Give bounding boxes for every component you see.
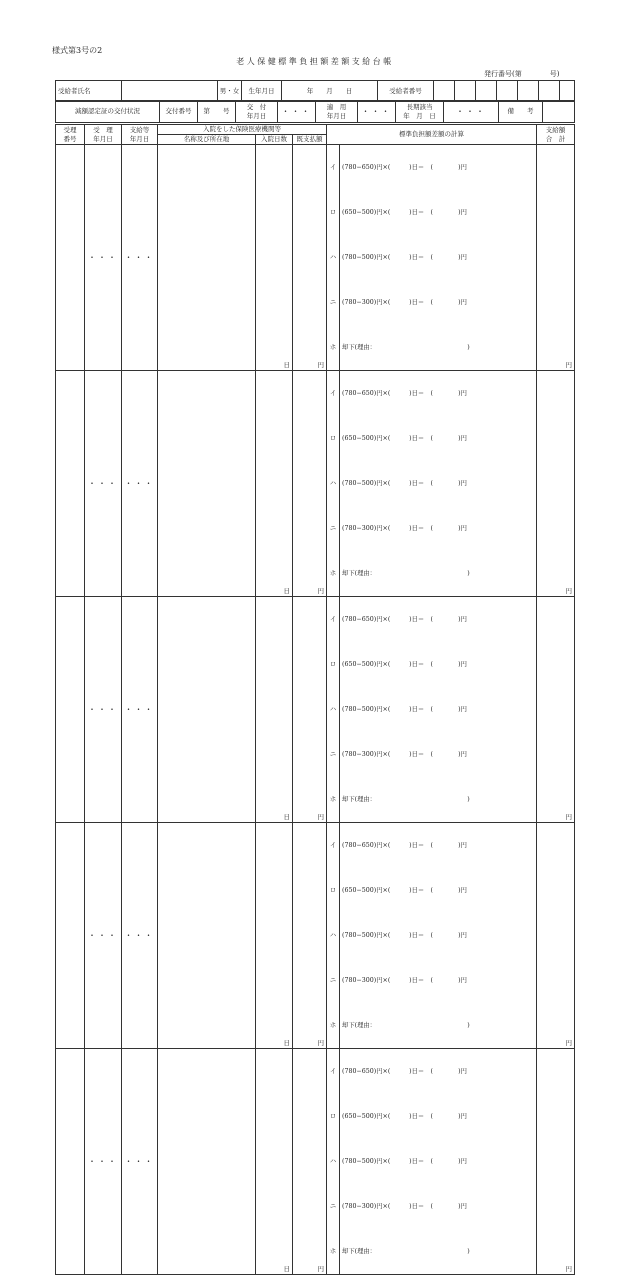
col-receipt-no: 受理 番号 xyxy=(56,125,85,145)
calc-mark: ハ xyxy=(327,687,340,732)
calc-line: (650−500)円×( )日＝ ( )円 xyxy=(342,1113,467,1120)
recipient-info-table xyxy=(55,80,575,102)
calc-lines xyxy=(327,1049,536,1274)
pay-date-field[interactable]: ・・・ xyxy=(122,1049,158,1275)
calc-line: (650−500)円×( )日＝ ( )円 xyxy=(342,435,467,442)
issue-date-label: 交 付 年月日 xyxy=(236,101,278,123)
receipt-date-field[interactable]: ・・・ xyxy=(85,597,122,823)
pay-date-field[interactable]: ・・・ xyxy=(122,597,158,823)
calc-mark: ハ xyxy=(327,913,340,958)
calc-mark: ホ xyxy=(327,1229,340,1274)
receipt-date-field[interactable]: ・・・ xyxy=(85,371,122,597)
calc-mark: ニ xyxy=(327,958,340,1003)
calc-line: 却下(理由： ) xyxy=(342,796,470,803)
col-receipt-date: 受 理 年月日 xyxy=(85,125,122,145)
days-field[interactable]: 日 xyxy=(256,145,293,371)
pay-date-field[interactable]: ・・・ xyxy=(122,145,158,371)
calc-line: (780−300)円×( )日＝ ( )円 xyxy=(342,977,467,984)
recipient-no-box[interactable] xyxy=(497,81,518,102)
paid-field[interactable]: 円 xyxy=(293,823,327,1049)
col-total: 支給額 合 計 xyxy=(537,125,575,145)
calc-mark: ホ xyxy=(327,325,340,370)
calc-mark: ホ xyxy=(327,1003,340,1048)
col-name-addr: 名称及び所在地 xyxy=(158,135,256,145)
ledger-record xyxy=(56,597,575,823)
calc-mark: ハ xyxy=(327,235,340,280)
days-field[interactable]: 日 xyxy=(256,1049,293,1275)
total-field[interactable]: 円 xyxy=(537,371,575,597)
calc-line: (650−500)円×( )日＝ ( )円 xyxy=(342,661,467,668)
receipt-date-field[interactable]: ・・・ xyxy=(85,1049,122,1275)
calc-mark: イ xyxy=(327,823,340,868)
receipt-no-field[interactable] xyxy=(56,823,85,1049)
calc-line: (780−500)円×( )日＝ ( )円 xyxy=(342,254,467,261)
issue-number-label: 発行番号(第 号) xyxy=(484,70,560,78)
recipient-no-box[interactable] xyxy=(455,81,476,102)
calc-lines xyxy=(327,823,536,1048)
name-addr-field[interactable] xyxy=(158,145,256,371)
calc-mark: ロ xyxy=(327,416,340,461)
total-field[interactable]: 円 xyxy=(537,597,575,823)
paid-field[interactable]: 円 xyxy=(293,597,327,823)
calc-field[interactable] xyxy=(327,597,537,823)
days-field[interactable]: 日 xyxy=(256,371,293,597)
remarks-label: 備 考 xyxy=(499,101,543,123)
calc-line: (780−500)円×( )日＝ ( )円 xyxy=(342,480,467,487)
sex-field[interactable]: 男・女 xyxy=(218,81,242,102)
issue-date-field[interactable]: ・・・ xyxy=(278,101,316,123)
long-stay-field[interactable]: ・・・ xyxy=(444,101,499,123)
calc-line: (780−500)円×( )日＝ ( )円 xyxy=(342,706,467,713)
calc-mark: ロ xyxy=(327,868,340,913)
name-addr-field[interactable] xyxy=(158,823,256,1049)
calc-line: (780−500)円×( )日＝ ( )円 xyxy=(342,1158,467,1165)
paid-field[interactable]: 円 xyxy=(293,145,327,371)
ledger-record xyxy=(56,145,575,371)
dob-field[interactable]: 年 月 日 xyxy=(282,81,378,102)
issue-no-label: 交付番号 xyxy=(160,101,198,123)
calc-lines xyxy=(327,597,536,822)
calc-line: 却下(理由： ) xyxy=(342,344,470,351)
calc-mark: ニ xyxy=(327,506,340,551)
calc-mark: ホ xyxy=(327,551,340,596)
calc-mark: ロ xyxy=(327,642,340,687)
apply-date-field[interactable]: ・・・ xyxy=(358,101,396,123)
recipient-no-label: 受給者番号 xyxy=(378,81,434,102)
form-number: 様式第3号の2 xyxy=(52,46,103,55)
apply-date-label: 適 用 年月日 xyxy=(316,101,358,123)
calc-line: (650−500)円×( )日＝ ( )円 xyxy=(342,209,467,216)
calc-line: (780−650)円×( )日＝ ( )円 xyxy=(342,164,467,171)
recipient-no-box[interactable] xyxy=(476,81,497,102)
ledger-record xyxy=(56,823,575,1049)
recipient-no-box[interactable] xyxy=(560,81,575,102)
calc-line: (780−300)円×( )日＝ ( )円 xyxy=(342,751,467,758)
calc-line: (650−500)円×( )日＝ ( )円 xyxy=(342,887,467,894)
reduction-status-label: 減額認定証の交付状況 xyxy=(56,101,160,123)
calc-field[interactable] xyxy=(327,145,537,371)
paid-field[interactable]: 円 xyxy=(293,1049,327,1275)
ledger-record xyxy=(56,371,575,597)
col-calc: 標準負担額差額の計算 xyxy=(327,125,537,145)
col-pay-date: 支給等 年月日 xyxy=(122,125,158,145)
calc-mark: ニ xyxy=(327,732,340,777)
calc-line: (780−300)円×( )日＝ ( )円 xyxy=(342,525,467,532)
total-field[interactable]: 円 xyxy=(537,1049,575,1275)
calc-line: (780−650)円×( )日＝ ( )円 xyxy=(342,390,467,397)
document-title: 老人保健標準負担額差額支給台帳 xyxy=(236,57,394,66)
remarks-field[interactable] xyxy=(543,101,575,123)
dob-label: 生年月日 xyxy=(242,81,282,102)
name-addr-field[interactable] xyxy=(158,1049,256,1275)
calc-mark: イ xyxy=(327,1049,340,1094)
calc-line: (780−300)円×( )日＝ ( )円 xyxy=(342,299,467,306)
pay-date-field[interactable]: ・・・ xyxy=(122,823,158,1049)
calc-mark: ニ xyxy=(327,280,340,325)
calc-lines xyxy=(327,371,536,596)
calc-line: (780−500)円×( )日＝ ( )円 xyxy=(342,932,467,939)
recipient-no-box[interactable] xyxy=(539,81,560,102)
calc-line: (780−650)円×( )日＝ ( )円 xyxy=(342,616,467,623)
calc-field[interactable] xyxy=(327,371,537,597)
calc-line: 却下(理由： ) xyxy=(342,570,470,577)
receipt-date-field[interactable]: ・・・ xyxy=(85,823,122,1049)
total-field[interactable]: 円 xyxy=(537,145,575,371)
col-days: 入院日数 xyxy=(256,135,293,145)
calc-line: (780−650)円×( )日＝ ( )円 xyxy=(342,842,467,849)
calc-mark: イ xyxy=(327,145,340,190)
recipient-no-box[interactable] xyxy=(434,81,455,102)
long-stay-label: 長期該当 年 月 日 xyxy=(396,101,444,123)
name-addr-field[interactable] xyxy=(158,371,256,597)
receipt-no-field[interactable] xyxy=(56,1049,85,1275)
recipient-no-box[interactable] xyxy=(518,81,539,102)
calc-mark: ホ xyxy=(327,777,340,822)
recipient-name-label: 受給者氏名 xyxy=(56,81,122,102)
calc-field[interactable] xyxy=(327,1049,537,1275)
calc-line: (780−650)円×( )日＝ ( )円 xyxy=(342,1068,467,1075)
calc-line: (780−300)円×( )日＝ ( )円 xyxy=(342,1203,467,1210)
pay-date-field[interactable]: ・・・ xyxy=(122,371,158,597)
ledger-record xyxy=(56,1049,575,1275)
days-field[interactable]: 日 xyxy=(256,823,293,1049)
calc-mark: ニ xyxy=(327,1184,340,1229)
calc-lines xyxy=(327,145,536,370)
receipt-no-field[interactable] xyxy=(56,145,85,371)
calc-field[interactable] xyxy=(327,823,537,1049)
recipient-name-field[interactable] xyxy=(122,81,218,102)
paid-field[interactable]: 円 xyxy=(293,371,327,597)
calc-line: 却下(理由： ) xyxy=(342,1022,470,1029)
calc-line: 却下(理由： ) xyxy=(342,1248,470,1255)
col-institution: 入院をした保険医療機関等 xyxy=(158,125,327,135)
calc-mark: イ xyxy=(327,371,340,416)
name-addr-field[interactable] xyxy=(158,597,256,823)
calc-mark: ハ xyxy=(327,461,340,506)
reduction-cert-table xyxy=(55,100,575,123)
receipt-date-field[interactable]: ・・・ xyxy=(85,145,122,371)
col-paid: 既支払額 xyxy=(293,135,327,145)
calc-mark: ロ xyxy=(327,190,340,235)
calc-mark: イ xyxy=(327,597,340,642)
calc-mark: ロ xyxy=(327,1094,340,1139)
issue-no-field[interactable]: 第 号 xyxy=(198,101,236,123)
total-field[interactable]: 円 xyxy=(537,823,575,1049)
receipt-no-field[interactable] xyxy=(56,371,85,597)
calc-mark: ハ xyxy=(327,1139,340,1184)
days-field[interactable]: 日 xyxy=(256,597,293,823)
receipt-no-field[interactable] xyxy=(56,597,85,823)
ledger-table xyxy=(55,124,575,1275)
